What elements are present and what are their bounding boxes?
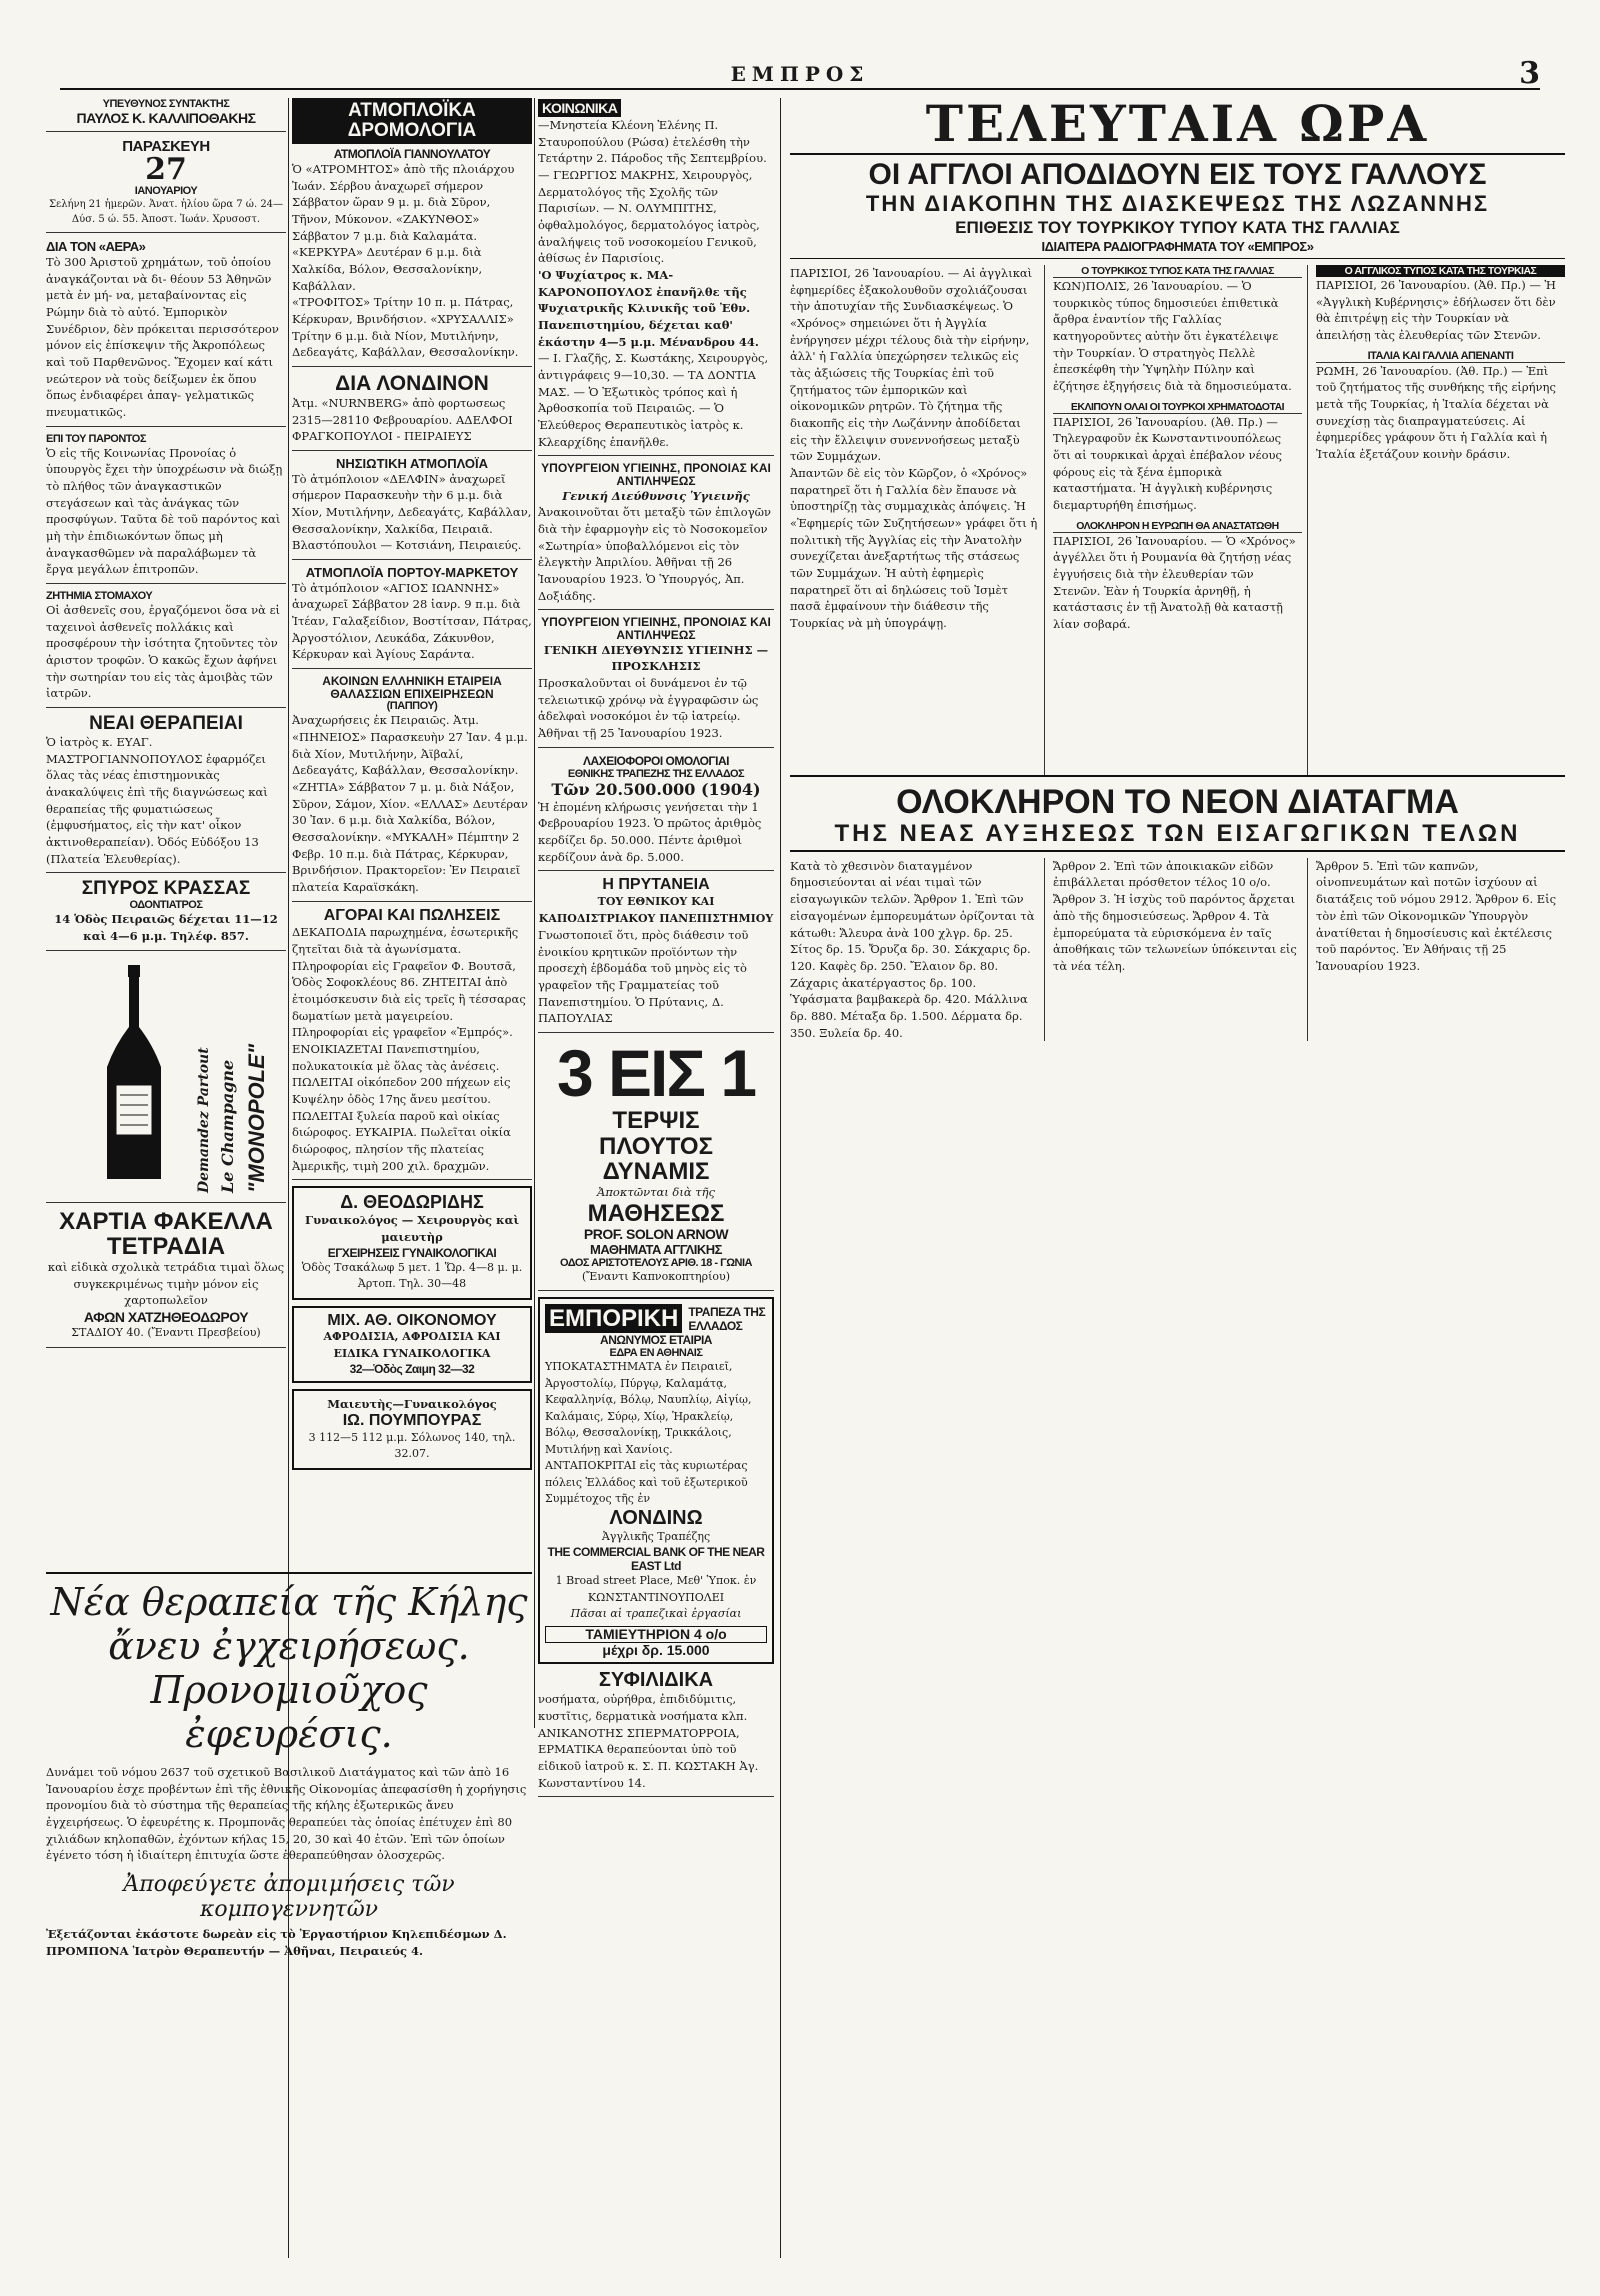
syphilis-ad <box>538 1670 774 1797</box>
london-shipping <box>292 373 532 451</box>
column-3 <box>538 98 774 2258</box>
bank-branches: ΥΠΟΚΑΤΑΣΤΗΜΑΤΑ ἐν Πειραιεῖ, Ἀργοστολίῳ, Πύργῳ, Καλαμάτᾳ, Κεφαλληνίᾳ, Βόλῳ, Ναυπλίῳ, Αἰγίῳ, Καλάμαις, Σύρῳ, Χίῳ, Ἡρακλείῳ, Βόλῳ, Θεσσαλονίκῃ, Τρικκάλοις, Μυτιλήνῃ καὶ Χανίοις. <box>545 1360 752 1456</box>
article-heading: Ο ΑΓΓΛΙΚΟΣ ΤΥΠΟΣ ΚΑΤΑ ΤΗΣ ΤΟΥΡΚΙΑΣ <box>1316 265 1565 277</box>
editor-label: ΥΠΕΥΘΥΝΟΣ ΣΥΝΤΑΚΤΗΣ <box>102 98 230 110</box>
masthead <box>60 56 1540 91</box>
ad-line: ΜΑΘΗΣΕΩΣ <box>587 1199 725 1227</box>
ad-big-text: 3 ΕΙΣ 1 <box>556 1036 756 1111</box>
latest-news-section <box>790 94 1565 2258</box>
section-body: Ἀτμ. «NURNBERG» ἀπὸ φορτωσεως 2315—28110 Φεβρουαρίου. ΑΔΕΛΦΟΙ ΦΡΑΓΚΟΠΟΥΛΟΙ - ΠΕΙΡΑΙΕΥΣ <box>292 395 513 444</box>
section-heading: ΑΓΟΡΑΙ ΚΑΙ ΠΩΛΗΣΕΙΣ <box>323 906 501 924</box>
article-body: Οἱ ἀσθενεῖς σου, ἐργαζόμενοι ὅσα νὰ εἰ ταχεινοὶ ἀσθενεῖς πολλάκις καὶ προσφέρουν τὴν ἰσότητα ζητοῦντες τὸν ἀριστον τροφῶν. Ὁ κακῶς ἔχων ἀφήνει τὴν σωτηρίαν του εἰς τὰς ἀμοιβὰς τῶν ἰατρῶν. <box>46 603 281 701</box>
champagne-line-1: Demandez Partout <box>196 1047 212 1193</box>
article-body: Ἀπαντῶν δὲ εἰς τὸν Κῶρζον, ὁ «Χρόνος» παρατηρεῖ ὅτι ἡ Γαλλία δὲν ἔπαυσε νὰ ὑποστηρίζῃ τὰς συμμαχικὰς ἀπόψεις. Ἡ «Ἐφημερίς τῶν Συζητήσεων» γράφει ὅτι ἡ πολιτικὴ τῆς Ἀγγλίας εἰς τὴν Ἀνατολὴν συνεχίζεται ἀνεξαρτήτως τῆς στάσεως τῶν Συμμάχων. Ἡ αὐτὴ ἐφημερὶς παρατηρεῖ ὅτι αἱ δηλώσεις τοῦ Ἰσμὲτ πασᾶ ἐμφαίνουν τὴν διάθεσιν τῆς Τουρκίας νὰ μὴ ὑπογράψῃ. <box>790 466 1038 631</box>
doctor-address: 32—Ὁδὸς Ζαιμη 32—32 <box>349 1362 475 1377</box>
section-heading: ΑΤΜΟΠΛΟΪΑ ΠΟΡΤΟΥ-ΜΑΡΚΕΤΟΥ <box>305 565 519 580</box>
dentist-role: ΟΔΟΝΤΙΑΤΡΟΣ <box>129 899 203 912</box>
section-heading: ΝΗΣΙΩΤΙΚΗ ΑΤΜΟΠΛΟΪΑ <box>335 456 489 471</box>
doctor-title: Μαιευτὴς—Γυναικολόγος <box>327 1397 497 1412</box>
dentist-ad <box>46 879 286 950</box>
bank-hq: ΕΔΡΑ ΕΝ ΑΘΗΝΑΙΣ <box>609 1347 703 1360</box>
section-subheading: (ΠΑΠΠΟΥ) <box>386 700 438 713</box>
news-col-b <box>1053 265 1308 775</box>
notice-body: Ἀνακοινοῦται ὅτι μεταξὺ τῶν ἐπιλογῶν διὰ τὴν ἐφαρμογὴν εἰς τὸ Νοσοκομεῖον «Σωτηρία» ὑποβαλλόμενοι εἰς τὸν ἐλεγκτὴν Ἀπριλίου. Ἀθῆναι τῇ 26 Ἰανουαρίου 1923. Ὁ Ὑπουργός, Ἀπ. Δοξιάδης. <box>538 505 771 603</box>
classifieds <box>292 908 532 1181</box>
decree-columns <box>790 858 1565 1041</box>
column-1 <box>46 98 286 1558</box>
headline: ΤΕΛΕΥΤΑΙΑ ΩΡΑ <box>790 98 1565 155</box>
decree-col-a <box>790 858 1045 1041</box>
doctor-theodoridis-ad <box>292 1186 532 1299</box>
doctor-specialty: ΑΦΡΟΔΙΣΙΑ, ΑΦΡΟΔΙΣΙΑ ΚΑΙ ΕΙΔΙΚΑ ΓΥΝΑΙΚΟΛΟΓΙΚΑ <box>323 1330 501 1360</box>
section-heading: ΑΤΜΟΠΛΟΪΑ ΓΙΑΝΝΟΥΛΑΤΟΥ <box>333 146 491 161</box>
doctor-title: Γυναικολόγος — Χειρουργὸς καὶ μαιευτὴρ <box>304 1213 520 1245</box>
article-body: ΡΩΜΗ, 26 Ἰανουαρίου. (Ἀθ. Πρ.) — Ἐπὶ τοῦ ζητήματος τῆς συνθήκης τῆς εἰρήνης μετὰ τῆς Τουρκίας, ἡ Ἰταλία δέχεται νὰ συνεχίσῃ τὰς διαπραγματεύσεις. Αἱ ἐφημερίδες γράφουν ὅτι ἡ Γαλλία καὶ ἡ Ἰταλία ἐξετάζουν κοινὴν δράσιν. <box>1316 363 1556 461</box>
hernia-body: Δυνάμει τοῦ νόμου 2637 τοῦ σχετικοῦ Βασιλικοῦ Διατάγματος καὶ τῶν ἀπὸ 16 Ἰανουαρίου ἐσχε προβέντων ἐπὶ τῆς ἐθνικῆς Οἰκονομίας ἀπεφασίσθη ἡ χορήγησις προνομίου διὰ τὸ σύστημα τῆς θεραπείας τῆς κήλης ἐξωτερικῶς ἄνευ ἐγχειρήσεως. Ὁ ἐφευρέτης κ. Προμπονᾶς θεραπεύει τὰς ὁποίας ἐπέτυχεν ἐπὶ 80 χιλιάδων κηλοπαθῶν, ἐχόντων κήλας 15, 20, 30 καὶ 40 ἐτῶν. Ἐπὶ τῶν ὁποίων ἐγένετο τόση ἡ ἰδιαίτερη ἐπιτυχία ὥστε ἐθεραπεύθησαν ὁλοσχερῶς. <box>46 1765 527 1863</box>
bank-english: Ἀγγλικῆς Τραπέζης <box>601 1529 711 1543</box>
bank-header <box>545 1304 767 1333</box>
article-heading: ΙΤΑΛΙΑ ΚΑΙ ΓΑΛΛΙΑ ΑΠΕΝΑΝΤΙ <box>1316 350 1565 363</box>
bank-london-address: 1 Broad street Place, Μεθ' Ὑποκ. ἐν ΚΩΝΣΤΑΝΤΙΝΟΥΠΟΛΕΙ <box>555 1574 757 1604</box>
stationery-body: καὶ εἰδικὰ σχολικὰ τετράδια τιμαὶ ὅλως συγκεκριμένως τιμὴν μόνον εἰς χαρτοπωλεῖον <box>47 1260 285 1308</box>
stationery-heading-2: ΤΕΤΡΑΔΙΑ <box>106 1232 226 1260</box>
hernia-warning: Ἀποφεύγετε ἀπομιμήσεις τῶν κομπογεννητῶν <box>123 1872 455 1923</box>
ad-line: ΜΑΘΗΜΑΤΑ ΑΓΓΛΙΚΗΣ <box>590 1241 722 1257</box>
shipping-title: ΑΤΜΟΠΛΟΪΚΑ ΔΡΟΜΟΛΟΓΙΑ <box>292 98 532 144</box>
subheadline: ΙΔΙΑΙΤΕΡΑ ΡΑΔΙΟΓΡΑΦΗΜΑΤΑ ΤΟΥ «ΕΜΠΡΟΣ» <box>790 237 1565 259</box>
bank-savings-limit: μέχρι δρ. 15.000 <box>602 1641 710 1658</box>
article-heading: ΔΙΑ ΤΟΝ «ΑΕΡΑ» <box>46 239 146 254</box>
notice-subheading: ΓΕΝΙΚΗ ΔΙΕΥΘΥΝΣΙΣ ΥΓΙΕΙΝΗΣ — ΠΡΟΣΚΛΗΣΙΣ <box>543 642 769 674</box>
article-body: ΚΩΝ)ΠΟΛΙΣ, 26 Ἰανουαρίου. — Ὁ τουρκικὸς τύπος δημοσιεύει ἐπιθετικὰ ἄρθρα ἐναντίον τῆς Γαλλίας κατηγοροῦντες αὐτὴν ὅτι ἐγκατέλειψε τὴν Τουρκίαν. Ὁ στρατηγὸς Πελλὲ ἐπεσκέφθη τὴν Ὑψηλὴν Πύλην καὶ ἐζήτησε ἐξηγήσεις διὰ τὰ δημοσιεύματα. <box>1053 278 1292 393</box>
lottery-amount: Τῶν 20.500.000 (1904) <box>551 779 761 799</box>
ad-teacher: PROF. SOLON ARNOW <box>583 1225 729 1242</box>
doctor-address: 3 112—5 112 μ.μ. Σόλωνος 140, τηλ. 32.07. <box>308 1430 516 1461</box>
social-news <box>538 98 774 456</box>
ad-line: ΔΥΝΑΜΙΣ <box>602 1157 710 1185</box>
decree-col-c <box>1316 858 1565 1041</box>
section-body: — Ι. Γλαζῆς, Σ. Κωστάκης, Χειρουργὸς, ἀντιγράφεις 9—10,30. — ΤΑ ΔΟΝΤΙΑ ΜΑΣ. — Ὁ Ἐξωτικὸς τρόπος καὶ ἡ Ἀρθοσκοπία τοῦ Πειραιῶς. — Ὁ Ἐλεύθερος Θεραπευτικὸς ἰατρὸς κ. Κλεαρχίδης ἐπανῆλθε. <box>538 351 769 449</box>
doctor-oikonomou-ad <box>292 1306 532 1384</box>
section-heading: ΚΟΙΝΩΝΙΚΑ <box>538 99 621 117</box>
shipping-giannoulatou <box>292 147 532 367</box>
notice-heading: ΥΠΟΥΡΓΕΙΟΝ ΥΓΙΕΙΝΗΣ, ΠΡΟΝΟΙΑΣ ΚΑΙ ΑΝΤΙΛΗΨΕΩΣ <box>541 461 771 489</box>
decree-subheadline: ΤΗΣ ΝΕΑΣ ΑΥΞΗΣΕΩΣ ΤΩΝ ΕΙΣΑΓΩΓΙΚΩΝ ΤΕΛΩΝ <box>790 821 1565 852</box>
day-number: 27 <box>145 152 187 187</box>
article-body: ΠΑΡΙΣΙΟΙ, 26 Ἰανουαρίου. — Αἱ ἀγγλικαὶ ἐφημερίδες ἐξακολουθοῦν σχολιάζουσαι τὴν ἀποτυχίαν τῆς Συνδιασκέψεως. Ὁ «Χρόνος» σημειώνει ὅτι ἡ Ἀγγλία ἐνήργησεν μέχρι τέλους διὰ τὴν εἰρήνην, ἀλλ' ἡ Γαλλία ὑπεχώρησεν τελικῶς εἰς τὰς ἀξιώσεις τῆς Τουρκίας ἐπὶ τοῦ ζητήματος τῶν ἐμπορικῶν καὶ οἰκονομικῶν ρητρῶν. Τὸ ζήτημα τῆς διακοπῆς εἰς τὴν Λωζάννην ἀποδίδεται εἰς τὴν ἔλλειψιν συνεννοήσεως μεταξὺ τῶν Συμμάχων. <box>790 265 1033 464</box>
bank-agents: ΑΝΤΑΠΟΚΡΙΤΑΙ εἰς τὰς κυριωτέρας πόλεις Ἑλλάδος καὶ τοῦ ἐξωτερικοῦ <box>545 1459 748 1489</box>
column-rule <box>534 98 535 1728</box>
ad-line: ΠΛΟΥΤΟΣ <box>599 1132 713 1160</box>
hernia-address: Ἐξετάζονται ἐκάστοτε δωρεὰν εἰς τὸ Ἐργαστήριον Κηλεπιδέσμων Δ. ΠΡΟΜΠΟΝΑ Ἰατρὸν Θεραπευτήν — Ἀθῆναι, Πειραιεύς 4. <box>46 1927 507 1958</box>
bank-savings: ΤΑΜΙΕΥΤΗΡΙΟΝ 4 ο/ο <box>545 1626 767 1643</box>
article-heading: Ο ΤΟΥΡΚΙΚΟΣ ΤΥΠΟΣ ΚΑΤΑ ΤΗΣ ΓΑΛΛΙΑΣ <box>1053 265 1302 278</box>
editor-name: ΠΑΥΛΟΣ Κ. ΚΑΛΛΙΠΟΘΑΚΗΣ <box>76 110 256 126</box>
university-notice <box>538 877 774 1033</box>
champagne-text <box>196 963 286 1193</box>
section-body: —Μνηστεία Κλέονη Ἑλένης Π. Σταυροπούλου (Ρώσα) ἐτελέσθη τὴν Τετάρτην 2. Πάροδος τῆς Σεπτεμβρίου. — ΓΕΩΡΓΙΟΣ ΜΑΚΡΗΣ, Χειρουργὸς, Δερματολόγος τῆς Σχολῆς τῶν Παρισίων. — Ν. ΟΛΥΜΠΙΤΗΣ, ὀφθαλμολόγος, δερματολόγος ἰατρὸς, ἀναλήψεις τοῦ νοσοκομείου Γενικοῦ, ἀθίσως ἐν Παρισίοις. <box>538 118 767 266</box>
hernia-line-2: ἄνευ ἐγχειρήσεως. <box>108 1624 470 1668</box>
article-heading: ΕΚΛΙΠΟΥΝ ΟΛΑΙ ΟΙ ΤΟΥΡΚΟΙ ΧΡΗΜΑΤΟΔΟΤΑΙ <box>1053 401 1302 414</box>
decree-headline: ΟΛΟΚΛΗΡΟΝ ΤΟ ΝΕΟΝ ΔΙΑΤΑΓΜΑ <box>896 782 1459 821</box>
bank-london: ΛΟΝΔΙΝΩ <box>609 1506 703 1529</box>
ad-address: ΟΔΟΣ ΑΡΙΣΤΟΤΕΛΟΥΣ ΑΡΙΘ. 18 - ΓΩΝΙΑ <box>559 1256 753 1269</box>
stationery-heading-1: ΧΑΡΤΙΑ ΦΑΚΕΛΛΑ <box>59 1207 273 1235</box>
ministry-health-notice-1 <box>538 462 774 610</box>
section-body: ΔΕΚΑΠΟΔΙΑ παρωχημένα, ἐσωτερικῆς ζητεῖται διὰ τὰ ἀγωνίσματα. Πληροφορίαι εἰς Γραφεῖον Φ. Βουτσᾶ, Ὁδὸς Σοφοκλέους 86. ΖΗΤΕΙΤΑΙ ἀπὸ ἐτοιμόσκευσιν διὰ εἰς τρεῖς ἢ τέσσαρας δωματίων μετὰ μαγειρείου. Πληροφορίαι εἰς γραφεῖον «Ἐμπρός». ΕΝΟΙΚΙΑΖΕΤΑΙ Πανεπιστημίου, πολυκατοικία μὲ ὅλας τὰς ἀνέσεις. <box>292 925 526 1073</box>
ad-address-note: (Ἔναντι Καπνοκοπτηρίου) <box>581 1269 731 1283</box>
commercial-bank-ad <box>538 1297 774 1664</box>
article-body: Τὸ 300 Ἀριστοῦ χρημάτων, τοῦ ὁποίου ἀναγκάζονται νὰ δι- θέουν 53 Ἀθηνῶν μετὰ ἑν μή- να, μεταβαίνοντας εἰς Ρώμην διὰ τὸ αὐτό. Ἐμπορικὸν Συνέδριον, δὲν πρόκειται περισσότερον μόνον εἰς ἐπίσκεψιν τῆς Ἀκροπόλεως καὶ τοῦ Παρθενῶνος. Ἔχομεν καί κάτι νεώτερον νὰ τοὺς δείξωμεν ἐκ ὅπου ὅπως ἐνδιαφέρει ἀπαγ- γελματικῶς πνευματικῶς. <box>46 255 279 420</box>
notice-subheading: ΤΟΥ ΕΘΝΙΚΟΥ ΚΑΙ ΚΑΠΟΔΙΣΤΡΙΑΚΟΥ ΠΑΝΕΠΙΣΤΗΜΙΟΥ <box>538 895 774 925</box>
bank-commercial: THE COMMERCIAL BANK OF THE NEAR EAST Ltd <box>547 1545 765 1574</box>
notice-body: Προσκαλοῦνται οἱ δυνάμενοι ἐν τῷ τελειωτικῷ χρόνῳ νὰ ἐγγραφῶσιν ὡς ἀδελφαὶ νοσοκόμοι ἐν τῷ ἰατρείῳ. Ἀθῆναι τῇ 25 Ἰανουαρίου 1923. <box>538 675 759 740</box>
bank-partner-label: Συμμέτοχος τῆς ἐν <box>545 1492 651 1506</box>
akoinon-shipping <box>292 675 532 902</box>
bank-subtitle: ΑΝΩΝΥΜΟΣ ΕΤΑΙΡΙΑ <box>600 1333 712 1348</box>
section-body: Τὸ ἀτμόπλοιον «ΔΕΛΦΙΝ» ἀναχωρεῖ σήμερον Παρασκευὴν τὴν 6 μ.μ. διὰ Χίον, Μυτιλήνην, Δεδεαγάτς, Καβάλλαν, Θεσσαλονίκην, Χαλκίδα, Πειραιᾶ. Βλαστόπουλοι — Κοτσιάνη, Πειραιεύς. <box>292 471 532 553</box>
notice-heading: Η ΠΡΥΤΑΝΕΙΑ <box>602 876 710 894</box>
article-heading: ΟΛΟΚΛΗΡΟΝ Η ΕΥΡΩΠΗ ΘΑ ΑΝΑΣΤΑΤΩΘΗ <box>1053 520 1302 533</box>
stationery-ad <box>46 1209 286 1348</box>
bank-name-2: ΤΡΑΠΕΖΑ ΤΗΣ ΕΛΛΑΔΟΣ <box>688 1304 766 1333</box>
paper-name: ΕΜΠΡΟΣ <box>730 62 870 86</box>
section-body: Ὁ «ΑΤΡΟΜΗΤΟΣ» ἀπὸ τῆς πλοιάρχου Ἰωάν. Σέρβου ἀναχωρεῖ σήμερον Σάββατον ὥραν 9 μ. μ. διὰ Σῦρον, Τῆνον, Μύκονον. «ΖΑΚΥΝΘΟΣ» Σάββατον 7 μ.μ. διὰ Καλαμάτα. «ΚΕΡΚΥΡΑ» Δευτέραν 6 μ.μ. διὰ Χαλκίδα, Βόλον, Θεσσαλονίκην, Καβάλλαν. <box>292 161 515 293</box>
article-heading: ΕΠΙ ΤΟΥ ΠΑΡΟΝΤΟΣ <box>46 432 146 445</box>
lottery-subheading: ΕΘΝΙΚΗΣ ΤΡΑΠΕΖΗΣ ΤΗΣ ΕΛΛΑΔΟΣ <box>567 767 745 780</box>
bank-services: Πᾶσαι αἱ τραπεζικαὶ ἐργασίαι <box>570 1607 742 1621</box>
doctor-name: Δ. ΘΕΟΔΩΡΙΔΗΣ <box>340 1192 484 1213</box>
ministry-health-notice-2 <box>538 616 774 747</box>
hernia-line-1: Νέα θεραπεία τῆς Κήλης <box>50 1580 528 1624</box>
decree-body: Κατὰ τὸ χθεσινὸν διαταγμένον δημοσιεύονται αἱ νέαι τιμαὶ τῶν εἰσαγωγικῶν τελῶν. Ἄρθρον 1. Ἐπὶ τῶν εἰσαγομένων ἐμπορευμάτων ὁρίζονται τὰ κάτωθι: Ἄλευρα ἀνὰ 100 χλγρ. δρ. 25. Σίτος δρ. 15. Ὄρυζα δρ. 30. Σάκχαρις δρ. 120. Καφὲς δρ. 250. Ἔλαιον δρ. 80. Ζάχαρις ἀκατέργαστος δρ. 100. Ὑφάσματα βαμβακερὰ δρ. 420. Μάλλινα δρ. 880. Μέταξα δρ. 1.500. Δέρματα δρ. 350. Ξυλεία δρ. 40. <box>790 858 1035 1040</box>
notice-subheading: Γενική Διεύθυνσις Ὑγιεινῆς <box>562 488 750 503</box>
column-rule <box>780 98 781 2258</box>
section-heading: ΑΚΟΙΝΩΝ ΕΛΛΗΝΙΚΗ ΕΤΑΙΡΕΙΑ ΘΑΛΑΣΣΙΩΝ ΕΠΙΧΕΙΡΗΣΕΩΝ <box>322 674 502 701</box>
champagne-ad <box>46 957 286 1203</box>
hernia-ad <box>46 1572 532 2254</box>
dentist-name: ΣΠΥΡΟΣ ΚΡΑΣΣΑΣ <box>81 878 251 900</box>
champagne-bottle-icon <box>98 965 170 1185</box>
ad-line: ΤΕΡΨΙΣ <box>612 1107 700 1135</box>
section-body: ΠΩΛΕΙΤΑΙ οἰκόπεδον 200 πήχεων εἰς Κυψέλην ὀδὸς 17ης ἄνευ μεσίτου. ΠΩΛΕΙΤΑΙ ξυλεία παροῦ καὶ οἰκίας διώροφος. ΕΥΚΑΙΡΙΑ. Πωλεῖται οἰκία διώροφος, πλησίον τῆς πλατείας Ἀμερικῆς, τιμὴ 200 χιλ. δραχμῶν. <box>292 1075 511 1173</box>
doctor-name: ΜΙΧ. ΑΘ. ΟΙΚΟΝΟΜΟΥ <box>327 1311 497 1329</box>
decree-body: Ἄρθρον 2. Ἐπὶ τῶν ἀποικιακῶν εἰδῶν ἐπιβάλλεται πρόσθετον τέλος 10 ο/ο. Ἄρθρον 3. Ἡ ἰσχὺς τοῦ παρόντος ἄρχεται ἀπὸ τῆς δημοσιεύσεως. Ἄρθρον 4. Τὰ ἐμπορεύματα τὰ εὑρισκόμενα ἐν ταῖς ἀποθήκαις τῶν τελωνείων ὑπόκεινται εἰς τὰ νέα τέλη. <box>1053 858 1297 973</box>
doctor-name: ΙΩ. ΠΟΥΜΠΟΥΡΑΣ <box>342 1412 482 1430</box>
news-col-a <box>790 265 1045 775</box>
section-body: 'Ο Ψυχίατρος κ. ΜΑ- ΚΑΡΟΝΟΠΟΥΛΟΣ ἐπανῆλθε τῆς Ψυχιατρικῆς Κλινικῆς τοῦ Ἐθν. Πανεπιστημίου, δέχεται καθ' ἑκάστην 4—5 μ.μ. Μένανδρου 44. <box>538 268 759 349</box>
stationery-address: ΣΤΑΔΙΟΥ 40. (Ἔναντι Πρεσβείου) <box>71 1326 261 1340</box>
stomach-article <box>46 590 286 708</box>
doctor-specialty: ΕΓΧΕΙΡΗΣΕΙΣ ΓΥΝΑΙΚΟΛΟΓΙΚΑΙ <box>327 1245 497 1260</box>
page-number: 3 <box>1519 56 1540 91</box>
news-col-c <box>1316 265 1565 775</box>
porto-shipping <box>292 566 532 669</box>
ad-body: νοσήματα, οὐρήθρα, ἐπιδιδύμιτις, κυστῖτις, δερματικὰ νοσήματα κλπ. ΑΝΙΚΑΝΟΤΗΣ ΣΠΕΡΜΑΤΟΡΡΟΙΑ, ΕΡΜΑΤΙΚΑ θεραπεύονται ὑπὸ τοῦ εἰδικοῦ ἰατροῦ κ. Σ. Π. ΚΩΣΤΑΚΗ Ἀγ. Κωνσταντίνου 14. <box>538 1692 759 1790</box>
lottery-heading: ΛΑΧΕΙΟΦΟΡΟΙ ΟΜΟΛΟΓΙΑΙ <box>583 753 729 768</box>
champagne-line-2: Le Champagne <box>218 1059 237 1193</box>
editor-box <box>46 98 286 132</box>
article-body: ΠΑΡΙΣΙΟΙ, 26 Ἰανουαρίου. — Ὁ «Χρόνος» ἀγγέλλει ὅτι ἡ Ρουμανία θὰ ζητήσῃ νέας ἐγγυήσεις διὰ τὴν ἐλευθερίαν τῶν Στενῶν. Ἐὰν ἡ Τουρκία ἀρνηθῇ, ἡ κατάστασις ἐν τῇ Ἀνατολῇ θὰ καταστῇ λίαν σοβαρά. <box>1053 533 1296 632</box>
section-body: Τὸ ἀτμόπλοιον «ΑΓΙΟΣ ΙΩΑΝΝΗΣ» ἀναχωρεῖ Σάββατον 28 ἰανρ. 9 π.μ. διὰ Ἰτέαν, Γαλαξείδιον, Βοστίτσαν, Πάτρας, Ἀργοστόλιον, Λευκάδα, Ζάκυνθον, Κέρκυραν καὶ Ἀγίους Σαράντα. <box>292 580 532 662</box>
section-heading: ΔΙΑ ΛΟΝΔΙΝΟΝ <box>335 371 489 395</box>
news-columns <box>790 265 1565 777</box>
dentist-address: 14 Ὁδὸς Πειραιῶς δέχεται 11—12 καὶ 4—6 μ.μ. Τηλέφ. 857. <box>54 912 278 944</box>
nesiotiki-shipping <box>292 457 532 560</box>
english-lessons-ad <box>538 1036 774 1291</box>
date-box <box>46 138 286 233</box>
notice-body: Γνωστοποιεῖ ὅτι, πρὸς διάθεσιν τοῦ ἐνοικίου κρητικῶν προϊόντων τὴν προσεχὴ ἑβδομάδα τοῦ μηνὸς εἰς τὸ γραφεῖον τῆς Γραμματείας τοῦ Πανεπιστημίου. Ὁ Πρύτανις, Δ. ΠΑΠΟΥΛΙΑΣ <box>538 928 749 1026</box>
new-therapies-ad <box>46 714 286 873</box>
ad-body: Ὁ ἰατρὸς κ. ΕΥΑΓ. ΜΑΣΤΡΟΓΙΑΝΝΟΠΟΥΛΟΣ ἐφαρμόζει ὅλας τὰς νέας ἐπιστημονικὰς ἀνακαλύψεις ἐπὶ τῆς διαγνώσεως καὶ θεραπείας τῆς φυματιώσεως (ἐμφυσήματος, εἰς τὴν κατ' οἶκον ἀκτινοθεραπείαν). Ὀδός Εὐδόξου 13 (Πλατεία Ἐλευθερίας). <box>46 735 268 866</box>
ad-heading: ΝΕΑΙ ΘΕΡΑΠΕΙΑΙ <box>89 713 243 735</box>
decree-col-b <box>1053 858 1308 1041</box>
hernia-line-3: Προνομιοῦχος ἐφευρέσις. <box>150 1668 428 1756</box>
subheadline: ΤΗΝ ΔΙΑΚΟΠΗΝ ΤΗΣ ΔΙΑΣΚΕΨΕΩΣ ΤΗΣ ΛΩΖΑΝΝΗΣ <box>865 191 1490 216</box>
decree-body: Ἄρθρον 5. Ἐπὶ τῶν καπνῶν, οἰνοπνευμάτων καὶ ποτῶν ἰσχύουν αἱ διατάξεις τοῦ νόμου 2912. Ἄρθρον 6. Εἰς τὸν ἐπὶ τῶν Οἰκονομικῶν Ὑπουργὸν ἀνατίθεται ἡ δημοσίευσις καὶ ἐκτέλεσις τοῦ παρόντος. Ἐν Ἀθήναις τῇ 25 Ἰανουαρίου 1923. <box>1316 858 1557 973</box>
article-heading: ΖΗΤΗΜΙΑ ΣΤΟΜΑΧΟΥ <box>46 590 153 603</box>
article-body: Ὁ εἰς τῆς Κοινωνίας Προνοίας ὁ ὑπουργὸς ἔχει τὴν ὑποχρέωσιν νὰ διώξῃ τὸ πλήθος τῶν ἀναγκαστικῶν στεγάσεων καὶ τὰς ἀνάγκας τῶν προσφύγων. Ταῦτα δὲ τοῦ παρόντος καὶ μὴ τὴν ἐπιδιωκόντων ὅπως μὴ ἀναγκασθῶμεν νὰ παραλάβωμεν τὰ ἔργα μεγάλων ἐπιτροπῶν. <box>46 445 283 577</box>
article-body: ΠΑΡΙΣΙΟΙ, 26 Ἰανουαρίου. (Ἀθ. Πρ.) — Τηλεγραφοῦν ἐκ Κωνσταντινουπόλεως ὅτι αἱ τουρκικαὶ ἀρχαὶ ἐπέβαλον νέους φόρους εἰς τὰ ξένα ἐμπορικὰ καταστήματα. Ἡ ἀγγλικὴ κυβέρνησις διεμαρτυρήθη ἐπισήμως. <box>1053 414 1282 512</box>
subheadline: ΕΠΙΘΕΣΙΣ ΤΟΥ ΤΟΥΡΚΙΚΟΥ ΤΥΠΟΥ ΚΑΤΑ ΤΗΣ ΓΑΛΛΙΑΣ <box>955 218 1400 238</box>
almanac: Σελήνη 21 ἡμερῶν. Ἀνατ. ἡλίου ὥρα 7 ώ. 24—Δύσ. 5 ώ. 55. Ἀποστ. Ἰωάν. Χρυσοστ. <box>48 199 284 225</box>
section-body: Ἀναχωρήσεις ἐκ Πειραιῶς. Ἀτμ. «ΠΗΝΕΙΟΣ» Παρασκευὴν 27 Ἰαν. 4 μ.μ. διὰ Χίον, Μυτιλήνην, Ἀϊβαλί, Δεδεαγάτς, Καβάλλαν, Θεσσαλονίκην. «ΖΗΤΙΑ» Σάββατον 7 μ. μ. διὰ Νάξον, Σῦρον, Σάμον, Χίον. «ΕΛΛΑΣ» Δευτέραν 30 Ἰαν. 6 μ.μ. διὰ Χαλκίδα, Βόλον, Θεσσαλονίκην. «ΜΥΚΑΛΗ» Πέμπτην 2 Φεβρ. 10 π.μ. διὰ Πάτρας, Κέρκυραν, Βρινδήσιον. Πρακτορεῖον: Ἐν Πειραιεῖ πλατεία Καραϊσκάκη. <box>292 713 528 894</box>
stationery-seller: ΑΦΩΝ ΧΑΤΖΗΘΕΟΔΩΡΟΥ <box>83 1309 249 1326</box>
notice-heading: ΥΠΟΥΡΓΕΙΟΝ ΥΓΙΕΙΝΗΣ, ΠΡΟΝΟΙΑΣ ΚΑΙ ΑΝΤΙΛΗΨΕΩΣ <box>541 615 771 642</box>
bank-name: ΕΜΠΟΡΙΚΗ <box>545 1304 682 1333</box>
subheadline: ΟΙ ΑΓΓΛΟΙ ΑΠΟΔΙΔΟΥΝ ΕΙΣ ΤΟΥΣ ΓΑΛΛΟΥΣ <box>868 157 1487 191</box>
present-article <box>46 433 286 584</box>
lottery-body: Ἡ ἐπομένη κλήρωσις γενήσεται τὴν 1 Φεβρουαρίου 1923. Ὁ πρῶτος ἀριθμὸς κερδίζει δρ. 50.000. Πέντε ἀριθμοὶ κερδίζουν ἀνὰ δρ. 5.000. <box>538 799 762 864</box>
article-body: ΠΑΡΙΣΙΟΙ, 26 Ἰανουαρίου. (Ἀθ. Πρ.) — Ἡ «Ἀγγλικὴ Κυβέρνησις» ἐδήλωσεν ὅτι δὲν θὰ ἐπιτρέψῃ εἰς τὴν Τουρκίαν νὰ ἀπειλήσῃ τὰς ἐλευθερίας τῶν Στενῶν. <box>1316 277 1556 342</box>
column-2 <box>292 98 532 1558</box>
lottery-bonds <box>538 754 774 872</box>
weekday: ΠΑΡΑΣΚΕΥΗ <box>122 138 210 155</box>
month: ΙΑΝΟΥΑΡΙΟΥ <box>134 185 198 197</box>
ad-line: Ἀποκτῶνται διὰ τῆς <box>597 1184 715 1199</box>
ad-heading: ΣΥΦΙΛΙΔΙΚΑ <box>598 1669 714 1692</box>
doctor-address: Ὁδὸς Τσακάλωφ 5 μετ. 1 Ὥρ. 4—8 μ. μ. Ἀρτοπ. Τηλ. 30—48 <box>301 1260 523 1291</box>
section-body: «ΤΡΟΦΙΤΟΣ» Τρίτην 10 π. μ. Πάτρας, Κέρκυραν, Βρινδήσιον. «ΧΡΥΣΑΛΛΙΣ» Τρίτην 6 μ.μ. διὰ Νίον, Μυτιλήνην, Δεδεαγάτς, Καβάλλαν, Θεσσαλονίκην. <box>292 295 519 360</box>
aera-article <box>46 239 286 427</box>
doctor-poumpouras-ad <box>292 1389 532 1469</box>
champagne-line-3: "MONOPOLE" <box>244 1043 269 1193</box>
